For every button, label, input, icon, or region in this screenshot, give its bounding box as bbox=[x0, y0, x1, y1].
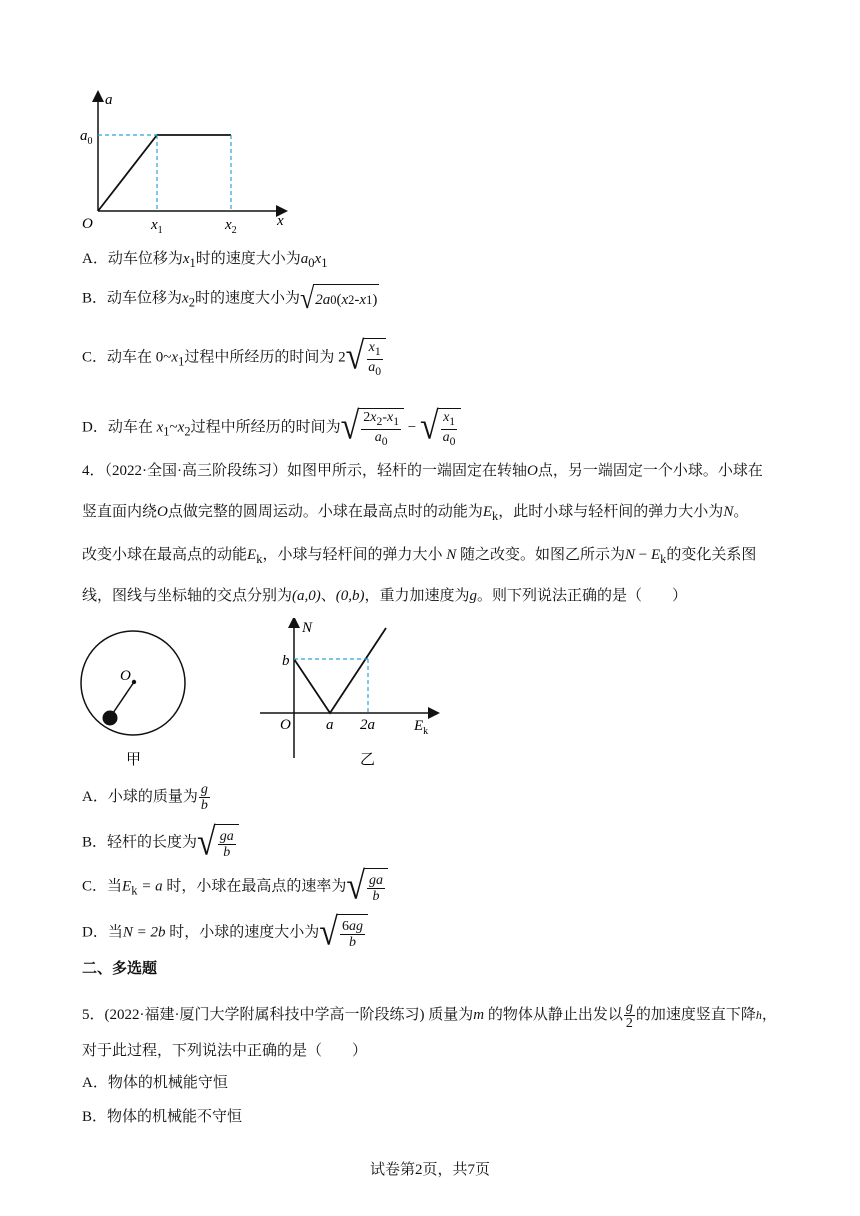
light-rod bbox=[111, 682, 134, 716]
x1-label: $x_1$ bbox=[151, 217, 163, 236]
option-text: 时的速度大小为 bbox=[194, 290, 300, 307]
x2-label: $x_2$ bbox=[225, 217, 237, 236]
q4-option-b[interactable] bbox=[82, 821, 239, 864]
var-x: x bbox=[314, 251, 322, 267]
x-axis-label: x bbox=[277, 213, 284, 229]
q5-line2: 对于此过程，下列说法中正确的是（ ） bbox=[82, 1043, 368, 1059]
section-title: 二、多选题 bbox=[82, 960, 158, 977]
sub: 2 bbox=[188, 295, 195, 310]
condition: N = 2b bbox=[122, 924, 166, 941]
option-letter: A． bbox=[82, 251, 108, 267]
option-text: 动车位移为 bbox=[107, 290, 183, 307]
caption-yi: 乙 bbox=[360, 752, 376, 768]
a0-label: $a_0$ bbox=[80, 128, 93, 147]
figure-jia-circle bbox=[78, 628, 198, 770]
sqrt-expression: √ $\frac{2x_2-x_1}{a_0}$ bbox=[341, 408, 404, 449]
option-text: 过程中所经历的时间为 bbox=[190, 419, 341, 436]
page-footer: 试卷第2页，共7页 bbox=[369, 1162, 490, 1178]
q4-option-c[interactable]: C．当$E_k = a$ 时，小球在最高点的速率为 √ $\frac{ga}{b}$ bbox=[82, 868, 388, 906]
sqrt-expression: √ 2a 0 ( x 2 - x 1 ) bbox=[299, 281, 378, 316]
a-x-curve bbox=[98, 135, 231, 211]
q3-option-d[interactable]: D．动车在 $x_1\sim x_2$过程中所经历的时间为 √ $\frac{2x_2-x_1}{a_0}$ − √ $\frac{x_1}{a_0}$ bbox=[82, 408, 461, 449]
figure-yi-graph bbox=[256, 618, 446, 768]
option-text: 当 bbox=[107, 878, 123, 895]
var-x: x bbox=[177, 419, 185, 436]
caption-jia: 甲 bbox=[126, 752, 142, 768]
option-text: 轻杆的长度为 bbox=[107, 834, 198, 851]
q5-option-b[interactable] bbox=[82, 1106, 242, 1128]
sqrt-expression: √ $\frac{x_1}{a_0}$ bbox=[420, 408, 461, 449]
sub: 1 bbox=[178, 354, 185, 369]
option-text: 物体的机械能守恒 bbox=[107, 1075, 228, 1091]
var-x: x bbox=[156, 419, 164, 436]
q5-option-a[interactable] bbox=[82, 1072, 228, 1094]
n-ek-curve bbox=[294, 628, 386, 713]
origin-label: O bbox=[82, 216, 93, 232]
ball bbox=[103, 711, 118, 726]
option-text: 动车在 bbox=[107, 419, 157, 436]
var-x: x bbox=[182, 251, 190, 267]
fraction: $\frac{g}{2}$ bbox=[625, 1000, 633, 1031]
pivot-label: O bbox=[120, 668, 131, 684]
option-text: 小球的质量为 bbox=[107, 788, 198, 805]
sub: 1 bbox=[189, 256, 196, 270]
q3-option-a[interactable] bbox=[82, 248, 327, 274]
fraction: $\frac{g}{b}$ bbox=[200, 782, 208, 813]
option-letter: C． bbox=[82, 349, 108, 366]
option-letter: D． bbox=[82, 419, 108, 436]
option-letter: A． bbox=[82, 788, 108, 805]
option-text: 时，小球在最高点的速率为 bbox=[166, 878, 347, 895]
q4-line2: 竖直面内绕O点做完整的圆周运动。小球在最高点时的动能为$E_k$，此时小球与轻杆间的弹力大小为N。 bbox=[82, 504, 749, 523]
pivot-dot bbox=[132, 680, 136, 684]
option-text: 时，小球的速度大小为 bbox=[165, 924, 320, 941]
q4-line3: 改变小球在最高点的动能$E_k$，小球与轻杆间的弹力大小 N 随之改变。如图乙所示为$N - E_k$的变化关系图 bbox=[82, 547, 757, 566]
y-axis-label: N bbox=[302, 620, 313, 636]
q4-option-a[interactable] bbox=[82, 782, 211, 813]
tilde: ~ bbox=[169, 419, 178, 436]
sqrt-expression: √ $\frac{ga}{b}$ bbox=[346, 868, 388, 906]
option-text: 动车在 0~ bbox=[107, 349, 172, 366]
sub: 1 bbox=[321, 256, 328, 270]
b-label: b bbox=[282, 653, 290, 669]
option-letter: D． bbox=[82, 924, 108, 941]
var-a: a bbox=[300, 251, 309, 267]
sqrt-expression: √ $\frac{6ag}{b}$ bbox=[319, 914, 368, 952]
sub: 2 bbox=[184, 424, 191, 439]
option-text: 物体的机械能不守恒 bbox=[107, 1109, 243, 1125]
var-x: x bbox=[182, 290, 189, 307]
q3-option-b[interactable] bbox=[82, 281, 379, 316]
option-letter: B． bbox=[82, 834, 108, 851]
option-text: 动车位移为 bbox=[107, 251, 183, 267]
option-letter: A． bbox=[82, 1075, 108, 1091]
sqrt-expression: √ $\frac{ga}{b}$ bbox=[197, 824, 239, 862]
condition: = a bbox=[137, 878, 167, 895]
origin-label: O bbox=[280, 717, 291, 733]
option-text: 过程中所经历的时间为 2 bbox=[184, 349, 346, 366]
option-letter: B． bbox=[82, 1109, 108, 1125]
y-axis-label: a bbox=[105, 92, 113, 108]
a-x-graph bbox=[70, 88, 300, 238]
var-x: x bbox=[171, 349, 179, 366]
a-label: a bbox=[326, 717, 334, 733]
q4-option-d[interactable] bbox=[82, 911, 368, 954]
q4-line4: 线，图线与坐标轴的交点分别为(a,0)、(0,b)，重力加速度为g。则下列说法正确的是（ ） bbox=[82, 588, 688, 604]
q5-line1: 5．(2022·福建·厦门大学附属科技中学高一阶段练习) 质量为m 的物体从静止出发以 $\frac{g}{2}$ 的加速度竖直下降h， bbox=[82, 1000, 777, 1031]
option-text: 时的速度大小为 bbox=[195, 251, 301, 267]
q4-line1: 4．（2022·全国·高三阶段练习）如图甲所示，轻杆的一端固定在转轴O点，另一端固定一个小球。小球在 bbox=[82, 463, 763, 479]
option-letter: C． bbox=[82, 878, 108, 895]
q3-option-c[interactable] bbox=[82, 334, 386, 379]
sqrt-expression: √ $\frac{x_1}{a_0}$ bbox=[346, 338, 387, 379]
2a-label: 2a bbox=[360, 717, 375, 733]
ek-axis-label: $E_k$ bbox=[414, 718, 429, 737]
option-text: 当 bbox=[107, 924, 123, 941]
sub: 0 bbox=[308, 256, 315, 270]
sub: 1 bbox=[163, 424, 170, 439]
option-letter: B． bbox=[82, 290, 108, 307]
